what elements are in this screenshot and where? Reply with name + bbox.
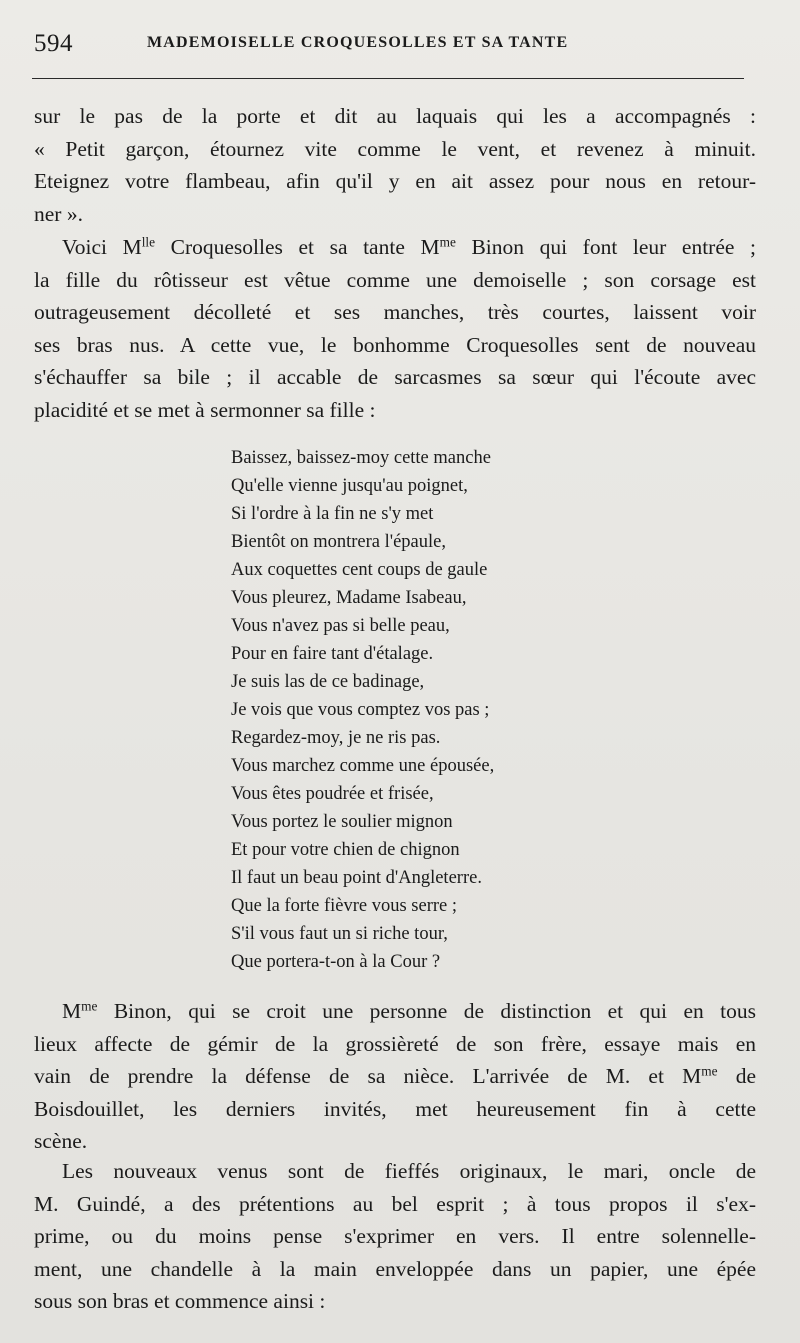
text-line: ner ». [34, 201, 83, 226]
paragraph-1 [34, 100, 756, 230]
verse-line: Il faut un beau point d'Angleterre. [231, 868, 482, 888]
paragraph-4 [34, 1155, 756, 1318]
text-line: la fille du rôtisseur est vêtue comme une demoiselle ; son corsage est [34, 267, 756, 292]
text-line: placidité et se met à sermonner sa fille : [34, 397, 376, 422]
verse-line: Vous n'avez pas si belle peau, [231, 616, 450, 636]
text-line: sous son bras et commence ainsi : [34, 1289, 326, 1314]
text-line [34, 231, 756, 264]
paragraph-2 [34, 231, 756, 427]
text-span: de [717, 1064, 756, 1089]
text-line: Eteignez votre flambeau, afin qu'il y en ait assez pour nous en retour- [34, 169, 756, 194]
text-span: Voici M [62, 235, 142, 259]
verse-line: S'il vous faut un si riche tour, [231, 924, 448, 944]
superscript: me [439, 234, 456, 250]
page-number: 594 [34, 30, 73, 57]
superscript: me [81, 998, 98, 1014]
text-line [34, 1060, 756, 1093]
verse-line: Pour en faire tant d'étalage. [231, 644, 434, 664]
text-line: Boisdouillet, les derniers invités, met heureusement fin à cette [34, 1096, 756, 1121]
verse-line: Qu'elle vienne jusqu'au poignet, [231, 476, 468, 496]
verse-line: Aux coquettes cent coups de gaule [231, 560, 488, 580]
text-line: Les nouveaux venus sont de fieffés originaux, le mari, oncle de [62, 1159, 756, 1183]
text-line: M. Guindé, a des prétentions au bel esprit ; à tous propos il s'ex- [34, 1191, 756, 1216]
text-span: Croquesolles et sa tante M [155, 235, 440, 259]
text-line: sur le pas de la porte et dit au laquais qui les a accompagnés : [34, 104, 756, 128]
text-span: Binon, qui se croit une personne de distinction et qui en tous [97, 999, 756, 1023]
verse-block [231, 444, 494, 976]
verse-line: Vous pleurez, Madame Isabeau, [231, 588, 467, 608]
text-line [34, 995, 756, 1028]
text-line: « Petit garçon, étournez vite comme le vent, et revenez à minuit. [34, 136, 756, 161]
superscript: me [701, 1063, 718, 1079]
text-span: M [62, 999, 82, 1023]
verse-line: Vous marchez comme une épousée, [231, 756, 495, 776]
verse-line: Et pour votre chien de chignon [231, 840, 460, 860]
verse-line: Je vois que vous comptez vos pas ; [231, 700, 490, 720]
verse-line: Vous êtes poudrée et frisée, [231, 784, 434, 804]
paragraph-3 [34, 995, 756, 1158]
verse-line: Que portera-t-on à la Cour ? [231, 952, 441, 972]
text-line: ses bras nus. A cette vue, le bonhomme Croquesolles sent de nouveau [34, 332, 756, 357]
verse-line: Vous portez le soulier mignon [231, 812, 453, 832]
running-head: MADEMOISELLE CROQUESOLLES ET SA TANTE [147, 34, 569, 51]
page-header [30, 30, 760, 64]
text-span: Binon qui font leur entrée ; [455, 235, 756, 259]
text-line: s'échauffer sa bile ; il accable de sarcasmes sa sœur qui l'écoute avec [34, 365, 756, 390]
text-line: outrageusement décolleté et ses manches, très courtes, laissent voir [34, 300, 756, 325]
text-line: ment, une chandelle à la main enveloppée dans un papier, une épée [34, 1256, 756, 1281]
text-span: vain de prendre la défense de sa nièce. L'arrivée de M. et M [34, 1064, 702, 1089]
text-line: prime, ou du moins pense s'exprimer en vers. Il entre solennelle- [34, 1224, 756, 1249]
verse-line: Si l'ordre à la fin ne s'y met [231, 504, 434, 524]
verse-line: Je suis las de ce badinage, [231, 672, 425, 692]
superscript: lle [141, 234, 156, 250]
verse-line: Regardez-moy, je ne ris pas. [231, 728, 441, 748]
verse-line: Bientôt on montrera l'épaule, [231, 532, 446, 552]
verse-line: Baissez, baissez-moy cette manche [231, 448, 491, 468]
text-line: scène. [34, 1129, 88, 1154]
text-line: lieux affecte de gémir de la grossièreté de son frère, essaye mais en [34, 1031, 756, 1056]
header-rule [32, 78, 744, 79]
verse-line: Que la forte fièvre vous serre ; [231, 896, 458, 916]
